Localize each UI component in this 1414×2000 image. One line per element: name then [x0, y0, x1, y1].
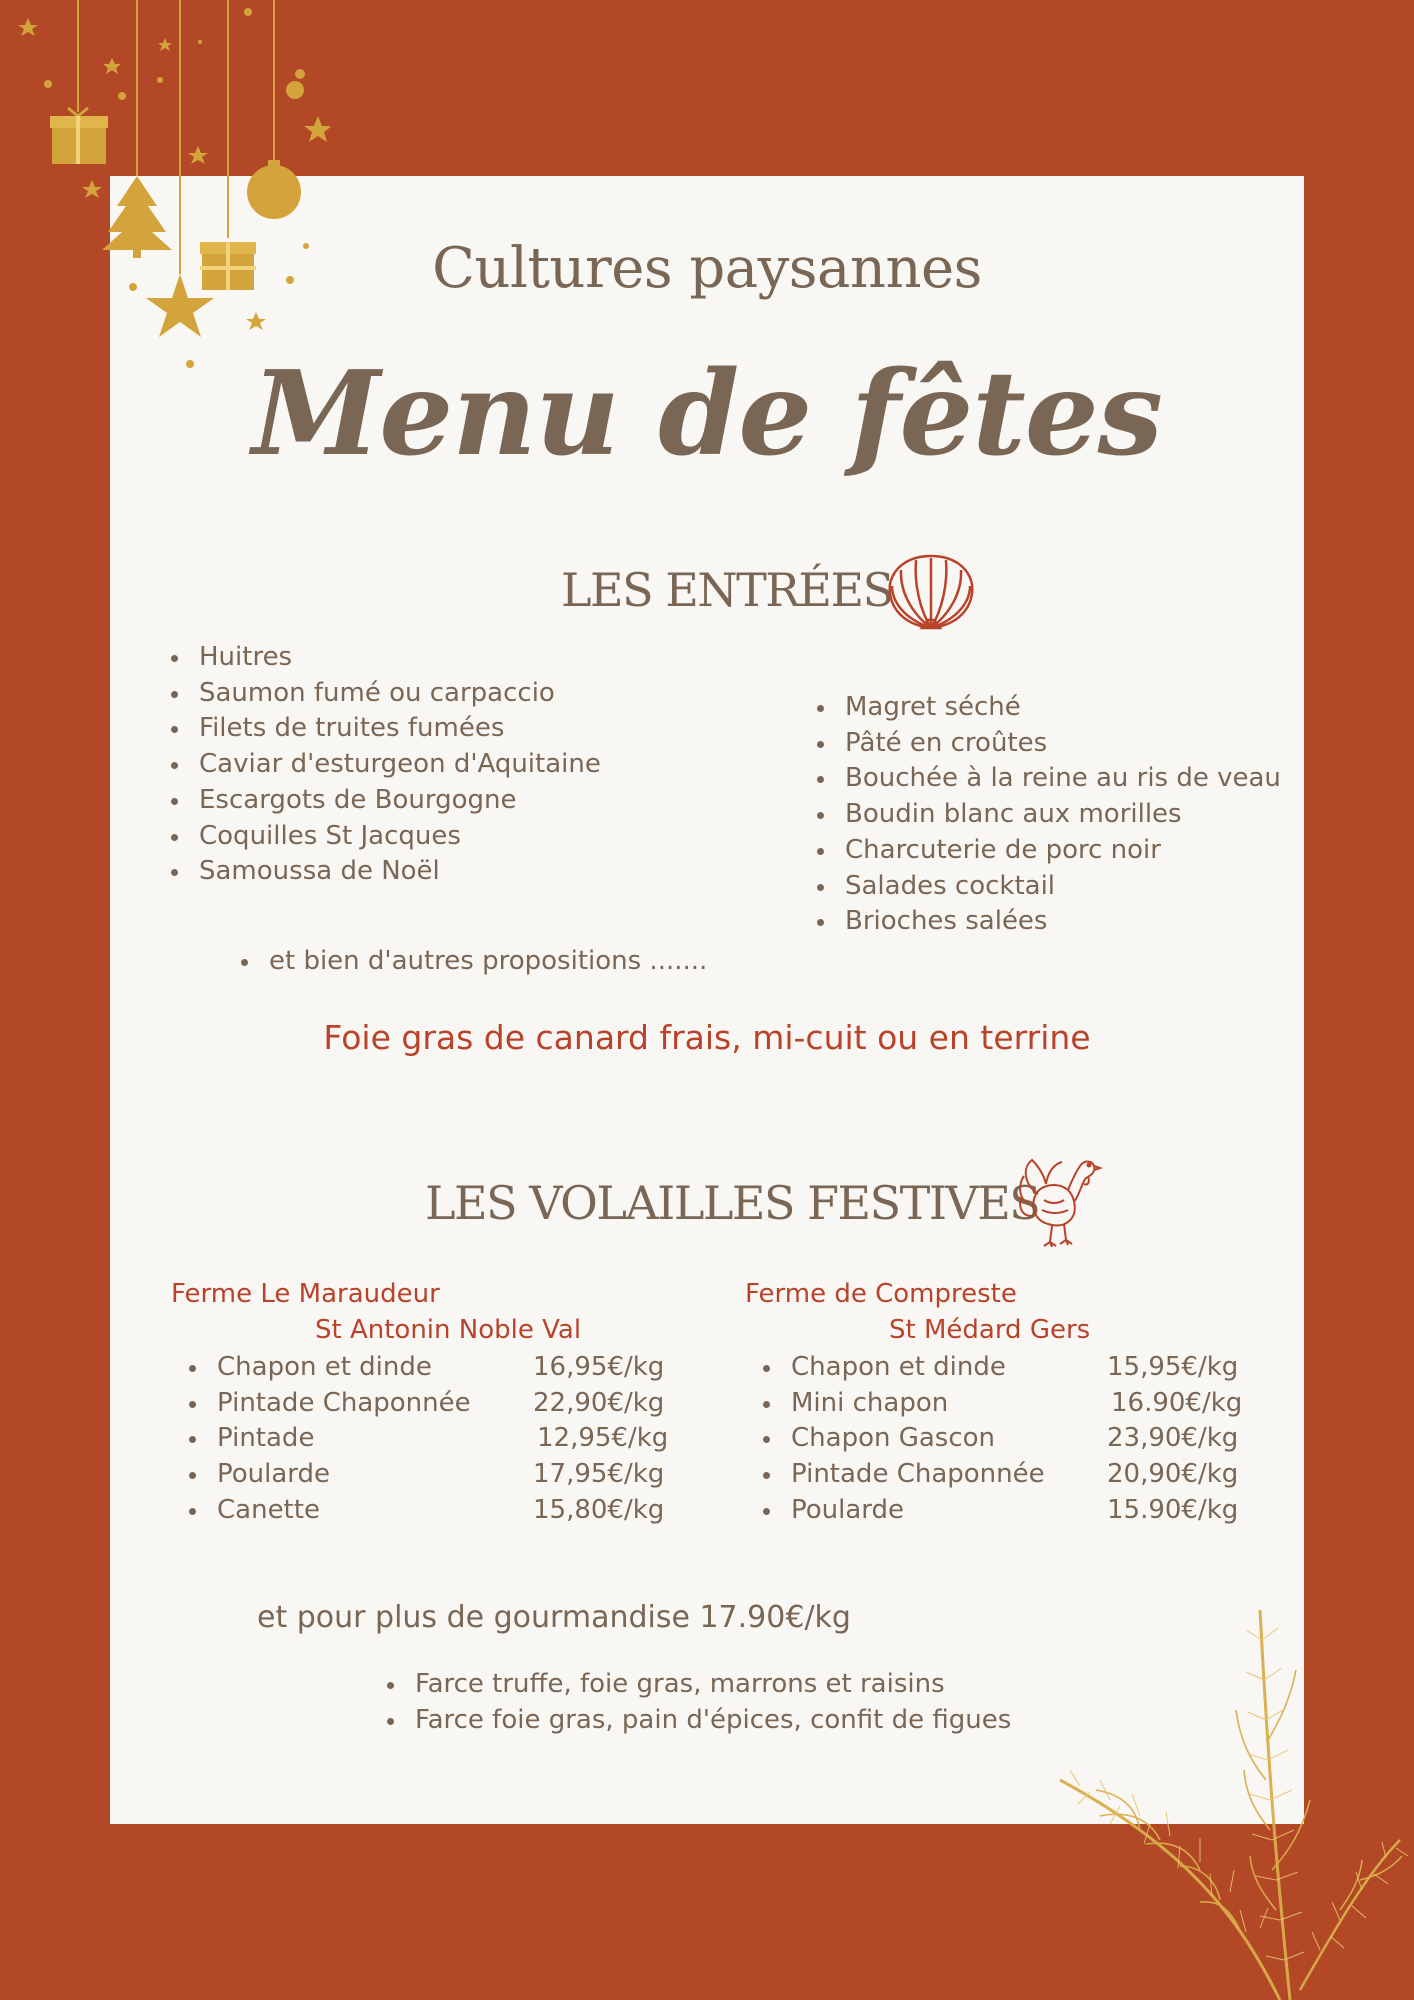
shell-icon — [884, 550, 978, 632]
price-row — [759, 1421, 1242, 1457]
list-item: Bouchée à la reine au ris de veau — [813, 761, 1281, 797]
list-item: Farce truffe, foie gras, marrons et raisins — [383, 1667, 1011, 1703]
item-price: 15.90€/kg — [1107, 1494, 1239, 1525]
page-title: Menu de fêtes — [252, 346, 1162, 482]
price-row — [759, 1386, 1242, 1422]
item-price: 22,90€/kg — [533, 1387, 665, 1418]
list-item: Saumon fumé ou carpaccio — [167, 676, 601, 712]
price-row — [185, 1421, 668, 1457]
list-item: Huitres — [167, 640, 601, 676]
item-price: 17,95€/kg — [533, 1459, 665, 1490]
farm2-name: Ferme de Compreste — [745, 1279, 1017, 1309]
farm1-name: Ferme Le Maraudeur — [171, 1279, 440, 1309]
list-item: Charcuterie de porc noir — [813, 833, 1281, 869]
list-item: Filets de truites fumées — [167, 711, 601, 747]
gourmandise-line: et pour plus de gourmandise 17.90€/kg — [257, 1600, 851, 1635]
item-price: 15,95€/kg — [1107, 1352, 1239, 1382]
list-item: Caviar d'esturgeon d'Aquitaine — [167, 747, 601, 783]
price-row — [185, 1493, 668, 1529]
item-price: 20,90€/kg — [1107, 1459, 1239, 1490]
farm1-price-list — [185, 1350, 668, 1529]
gift-icon — [50, 108, 108, 164]
item-name: Canette — [217, 1494, 320, 1525]
list-item: Pâté en croûtes — [813, 726, 1281, 762]
gourmandise-list — [383, 1667, 1011, 1738]
entrees-list-right — [813, 690, 1281, 940]
ornament-ball-icon — [247, 160, 301, 219]
item-name: Poularde — [791, 1494, 905, 1525]
list-item: Escargots de Bourgogne — [167, 783, 601, 819]
price-row — [759, 1493, 1242, 1529]
list-item: Salades cocktail — [813, 869, 1281, 905]
foie-gras-line: Foie gras de canard frais, mi-cuit ou en terrine — [323, 1018, 1091, 1057]
price-row — [759, 1350, 1242, 1386]
list-item: Magret séché — [813, 690, 1281, 726]
list-item: Samoussa de Noël — [167, 854, 601, 890]
item-price: 15,80€/kg — [533, 1494, 665, 1525]
entrees-heading: LES ENTRÉES — [561, 563, 893, 617]
pine-branch-icon — [1040, 1580, 1414, 2000]
item-name: Pintade Chaponnée — [791, 1459, 1045, 1490]
hanging-decorations — [0, 0, 330, 380]
item-price: 23,90€/kg — [1107, 1423, 1239, 1454]
farm2-place: St Médard Gers — [889, 1315, 1091, 1345]
list-item: Boudin blanc aux morilles — [813, 797, 1281, 833]
item-price: 16,95€/kg — [533, 1352, 665, 1382]
entrees-more — [237, 944, 707, 980]
farm2-price-list — [759, 1350, 1242, 1529]
item-name: Pintade Chaponnée — [217, 1387, 471, 1418]
price-row — [185, 1350, 668, 1386]
turkey-icon — [1018, 1154, 1106, 1250]
price-row — [759, 1457, 1242, 1493]
list-item: et bien d'autres propositions ....... — [237, 944, 707, 980]
item-name: Mini chapon — [791, 1387, 949, 1418]
item-name: Chapon et dinde — [791, 1352, 1006, 1382]
item-name: Poularde — [217, 1459, 331, 1490]
item-name: Chapon Gascon — [791, 1423, 996, 1454]
brand-name: Cultures paysannes — [432, 236, 982, 301]
farm1-place: St Antonin Noble Val — [315, 1315, 582, 1345]
list-item: Brioches salées — [813, 904, 1281, 940]
entrees-list-left — [167, 640, 601, 890]
item-name: Chapon et dinde — [217, 1352, 432, 1382]
volailles-heading: LES VOLAILLES FESTIVES — [425, 1176, 1040, 1230]
item-name: Pintade — [217, 1423, 315, 1454]
list-item: Coquilles St Jacques — [167, 819, 601, 855]
item-price: 16.90€/kg — [1111, 1387, 1243, 1418]
list-item: Farce foie gras, pain d'épices, confit de figues — [383, 1703, 1011, 1739]
price-row — [185, 1386, 668, 1422]
price-row — [185, 1457, 668, 1493]
item-price: 12,95€/kg — [537, 1423, 669, 1454]
